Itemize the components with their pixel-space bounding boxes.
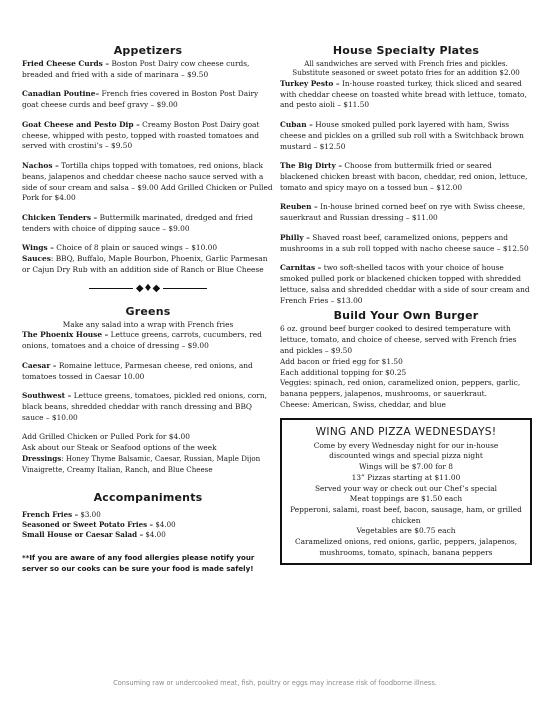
appetizers-title: Appetizers [113, 44, 183, 57]
promo-line: Wings will be $7.00 for 8 [359, 462, 453, 472]
item-desc: Tortilla chips topped with tomatoes, red onions, black beans, jalapenos and cheddar cheese nacho sauce served with a side of sour cream and salsa – $9.00 Add Grilled Chicken or Pulled Pork for $4.00 [22, 160, 273, 203]
menu-item [280, 79, 532, 111]
item-desc: Romaine lettuce, Parmesan cheese, red onions, and tomatoes tossed in Caesar 10.00 [22, 360, 253, 381]
build-your-own-title: Build Your Own Burger [333, 309, 479, 323]
menu-item [280, 202, 532, 224]
item-name: Southwest – [22, 391, 72, 401]
item-name: Cuban – [280, 120, 313, 129]
menu-item [280, 233, 532, 255]
menu-item-wings [22, 243, 274, 275]
divider-line [163, 288, 207, 289]
left-column [22, 44, 274, 574]
sauces-label: Sauces [22, 254, 51, 264]
promo-line: Pepperoni, salami, roast beef, bacon, sausage, ham, or grilled chicken [290, 504, 522, 525]
item-desc: Choose from buttermilk fried or seared blackened chicken breast with bacon, cheddar, red onion, lettuce, tomato and spicy mayo on a tossed bun – $12.00 [280, 161, 528, 192]
menu-item [22, 391, 274, 423]
item-name: Seasoned or Sweet Potato Fries – [22, 520, 154, 530]
burger-line: Veggies: spinach, red onion, caramelized onion, peppers, garlic, banana peppers, jalapenos, mushrooms, or sauerkraut. [280, 378, 521, 399]
menu-item [280, 263, 532, 306]
menu-item [22, 330, 274, 352]
menu-item [280, 161, 532, 193]
item-name: Fried Cheese Curds – [22, 59, 110, 68]
item-name: Canadian Poutine– [22, 89, 100, 99]
diamond-icon: ◆♦◆ [135, 282, 161, 294]
burger-line: Each additional topping for $0.25 [280, 367, 407, 377]
item-name: Small House or Caesar Salad – [22, 529, 144, 539]
burger-line: Cheese: American, Swiss, cheddar, and blue [280, 399, 446, 409]
item-name: Turkey Pesto – [280, 78, 340, 88]
menu-item [22, 89, 274, 111]
sauces-text: : BBQ, Buffalo, Maple Bourbon, Phoenix, Garlic Parmesan or Cajun Dry Rub with an addition side of Ranch or Blue Cheese [22, 254, 268, 274]
item-name: Caesar – [22, 360, 57, 370]
item-desc: Lettuce greens, tomatoes, pickled red onions, corn, black beans, shredded cheddar with ranch dressing and BBQ sauce – $10.00 [22, 391, 267, 422]
item-desc: In-house brined corned beef on rye with Swiss cheese, sauerkraut and Russian dressing – $11.00 [280, 202, 526, 223]
footer-disclaimer: Consuming raw or undercooked meat, fish, poultry or eggs may increase risk of foodborne illness. [113, 679, 437, 687]
item-name: The Big Dirty – [280, 161, 343, 171]
menu-item [22, 59, 274, 81]
house-note-1: All sandwiches are served with French fries and pickles. [304, 59, 508, 68]
divider-line [89, 288, 133, 289]
list-item [22, 530, 274, 540]
right-column [280, 44, 532, 565]
dressings-text: : Honey Thyme Balsamic, Caesar, Russian, Maple Dijon Vinaigrette, Creamy Italian, Ranch, and Blue Cheese [22, 453, 261, 474]
promo-line: Come by every Wednesday night for our in-house [313, 440, 499, 450]
item-desc: two soft-shelled tacos with your choice of house smoked pulled pork or blackened chicken topped with shredded lettuce, salsa and shredded cheddar with a side of sour cream and French Fries – $13.00 [280, 263, 530, 305]
item-price: $3.00 [78, 510, 101, 520]
item-name: Nachos – [22, 160, 59, 170]
item-name: Philly – [280, 232, 310, 242]
menu-item [22, 213, 274, 235]
item-desc: French fries covered in Boston Post Dairy goat cheese curds and beef gravy – $9.00 [22, 89, 259, 110]
item-name: Reuben – [280, 202, 318, 212]
dressings-label: Dressings [22, 453, 62, 463]
item-desc: House smoked pulled pork layered with ham, Swiss cheese and pickles on a grilled sub roll with a Switchback brown mustard – $12.50 [280, 120, 524, 151]
promo-line: Meat toppings are $1.50 each [349, 494, 463, 504]
promo-line: 13” Pizzas starting at $11.00 [351, 472, 461, 482]
menu-item [22, 120, 274, 152]
item-name: Goat Cheese and Pesto Dip – [22, 119, 140, 129]
house-note-2: Substitute seasoned or sweet potato fries for an addition $2.00 [292, 68, 520, 78]
item-name: Chicken Tenders – [22, 212, 98, 222]
list-item [22, 510, 274, 520]
divider-ornament [22, 282, 274, 294]
accompaniments-title: Accompaniments [93, 491, 203, 505]
menu-item [22, 161, 274, 204]
item-name: Wings – [22, 243, 54, 253]
item-desc: Buttermilk marinated, dredged and fried tenders with choice of dipping sauce – $9.00 [22, 212, 254, 233]
item-name: French Fries – [22, 510, 79, 520]
promo-line: Vegetables are $0.75 each [356, 526, 456, 536]
promo-line: Caramelized onions, red onions, garlic, peppers, jalapenos, mushrooms, tomato, spinach, banana peppers [294, 537, 518, 557]
item-name: The Phoenix House – [22, 330, 109, 340]
item-name: Carnitas – [280, 263, 322, 273]
allergy-note: **If you are aware of any food allergies please notify your server so our cooks can be sure your food is made safely! [22, 553, 255, 573]
promo-line: discounted wings and special pizza night [329, 451, 483, 461]
burger-line: 6 oz. ground beef burger cooked to desired temperature with lettuce, tomato, and choice of cheese, served with French fries and pickles – $9.50 [280, 324, 517, 355]
house-specialty-title: House Specialty Plates [332, 44, 480, 57]
wednesday-promo-box [280, 418, 532, 566]
item-desc: Creamy Boston Post Dairy goat cheese, whipped with pesto, topped with roasted tomatoes and served with crostini’s – $9.50 [22, 119, 260, 151]
item-desc: Shaved roast beef, caramelized onions, peppers and mushrooms in a sub roll topped with nacho cheese sauce – $12.50 [280, 232, 529, 253]
greens-add-line: Add Grilled Chicken or Pulled Pork for $4.00 [22, 432, 190, 442]
menu-item [22, 361, 274, 383]
dressings-line [22, 454, 274, 476]
greens-note: Make any salad into a wrap with French fries [62, 319, 234, 329]
item-desc: Boston Post Dairy cow cheese curds, breaded and fried with a side of marinara – $9.50 [22, 59, 250, 79]
greens-ask-line: Ask about our Steak or Seafood options of the week [22, 443, 217, 453]
item-desc: Choice of 8 plain or sauced wings – $10.00 [53, 243, 218, 253]
promo-line: Served your way or check out our Chef’s special [314, 483, 498, 493]
promo-title: WING AND PIZZA WEDNESDAYS! [315, 425, 497, 438]
burger-line: Add bacon or fried egg for $1.50 [280, 356, 403, 366]
menu-item [280, 120, 532, 152]
greens-title: Greens [125, 304, 171, 318]
item-price: $4.00 [143, 529, 166, 539]
item-desc: In-house roasted turkey, thick sliced and seared with cheddar cheese on toasted white bread with lettuce, tomato, and pesto aioli – $11.50 [280, 78, 527, 110]
item-desc: Lettuce greens, carrots, cucumbers, red onions, tomatoes and a choice of dressing – $9.00 [22, 330, 262, 351]
item-price: $4.00 [153, 520, 176, 530]
list-item [22, 520, 274, 530]
